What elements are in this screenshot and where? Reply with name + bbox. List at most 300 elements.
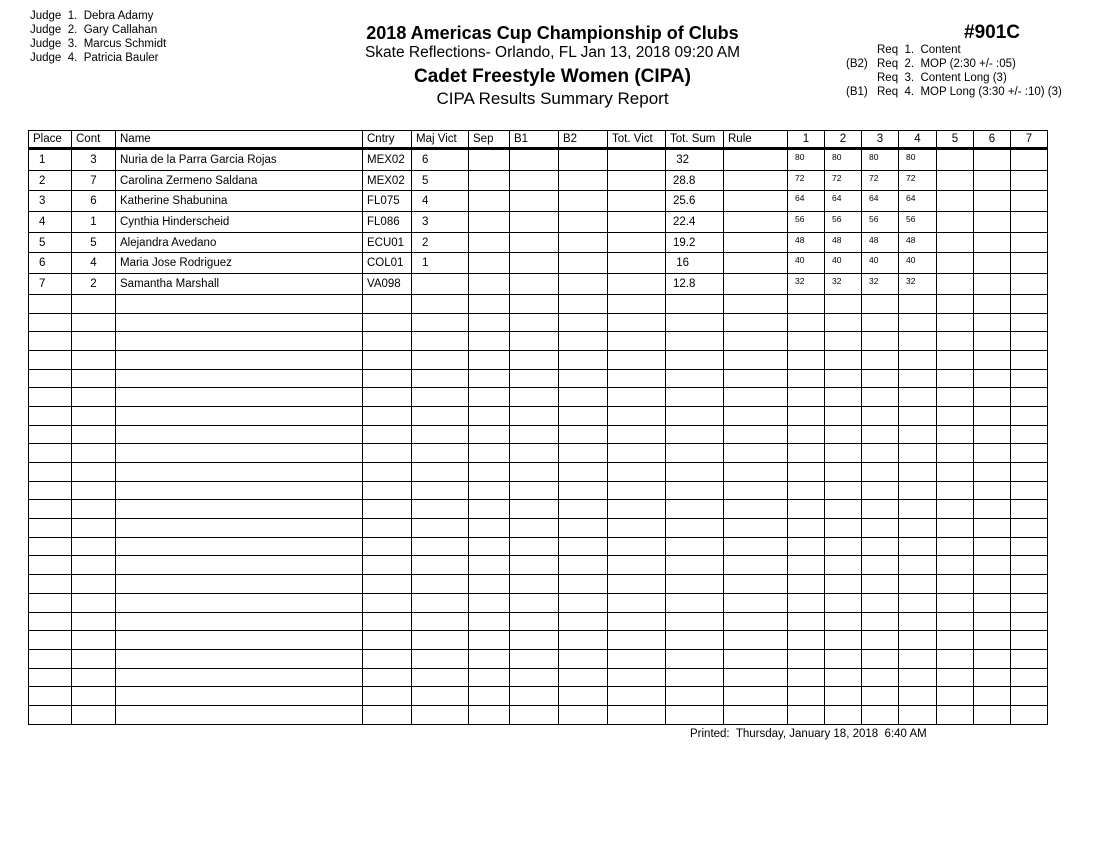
cell-place	[29, 537, 72, 556]
cell-b1	[510, 313, 559, 332]
cell-b1	[510, 481, 559, 500]
cell-judge-1: 40	[788, 253, 825, 274]
cell-tot-sum	[666, 575, 724, 594]
cell-judge-4: 32	[899, 274, 937, 295]
cell-place	[29, 463, 72, 482]
cell-judge-1	[788, 649, 825, 668]
cell-cntry	[363, 369, 412, 388]
cell-judge-4	[899, 406, 937, 425]
cell-b1	[510, 388, 559, 407]
cell-judge-6	[974, 425, 1011, 444]
cell-tot-sum	[666, 612, 724, 631]
cell-sep	[469, 444, 510, 463]
cell-cont	[72, 313, 116, 332]
cell-name	[116, 444, 363, 463]
cell-judge-5	[937, 593, 974, 612]
cell-tot-vict	[608, 612, 666, 631]
cell-judge-5	[937, 369, 974, 388]
cell-b1	[510, 253, 559, 274]
cell-cont	[72, 631, 116, 650]
cell-judge-2	[825, 369, 862, 388]
column-header-place: Place	[29, 131, 72, 149]
cell-rule	[724, 388, 788, 407]
cell-cont	[72, 556, 116, 575]
cell-b1	[510, 649, 559, 668]
cell-judge-7	[1011, 274, 1048, 295]
cell-rule	[724, 519, 788, 538]
cell-judge-4	[899, 612, 937, 631]
cell-judge-5	[937, 649, 974, 668]
cell-tot-sum: 28.8	[666, 170, 724, 191]
cell-b1	[510, 612, 559, 631]
cell-sep	[469, 170, 510, 191]
cell-judge-4	[899, 649, 937, 668]
table-row	[29, 274, 1048, 295]
cell-judge-3	[862, 668, 899, 687]
cell-cntry: FL075	[363, 191, 412, 212]
cell-place	[29, 575, 72, 594]
cell-maj-vict	[412, 612, 469, 631]
column-header-tot-vict: Tot. Vict	[608, 131, 666, 149]
cell-name	[116, 556, 363, 575]
cell-judge-7	[1011, 191, 1048, 212]
cell-judge-7	[1011, 705, 1048, 724]
column-header-b2: B2	[559, 131, 608, 149]
requirement-item	[846, 57, 1062, 71]
cell-b2	[559, 556, 608, 575]
cell-b2	[559, 463, 608, 482]
cell-judge-4: 72	[899, 170, 937, 191]
cell-judge-3	[862, 425, 899, 444]
cell-judge-3	[862, 556, 899, 575]
cell-cont	[72, 593, 116, 612]
cell-sep	[469, 575, 510, 594]
cell-cntry	[363, 612, 412, 631]
cell-judge-4	[899, 388, 937, 407]
cell-b1	[510, 593, 559, 612]
cell-judge-4	[899, 481, 937, 500]
cell-place	[29, 313, 72, 332]
cell-name	[116, 705, 363, 724]
cell-tot-sum	[666, 556, 724, 575]
cell-judge-6	[974, 537, 1011, 556]
cell-judge-7	[1011, 332, 1048, 351]
cell-sep	[469, 556, 510, 575]
cell-cont	[72, 500, 116, 519]
requirement-item	[846, 71, 1062, 85]
cell-judge-1: 72	[788, 170, 825, 191]
cell-tot-vict	[608, 313, 666, 332]
cell-b2	[559, 668, 608, 687]
report-title: CIPA Results Summary Report	[436, 89, 669, 108]
cell-tot-vict	[608, 212, 666, 233]
cell-tot-vict	[608, 631, 666, 650]
cell-b2	[559, 537, 608, 556]
cell-judge-7	[1011, 149, 1048, 171]
cell-judge-5	[937, 705, 974, 724]
cell-maj-vict	[412, 481, 469, 500]
event-title: 2018 Americas Cup Championship of Clubs	[366, 23, 739, 43]
cell-maj-vict	[412, 350, 469, 369]
cell-sep	[469, 294, 510, 313]
cell-tot-vict	[608, 556, 666, 575]
column-header-judge-1: 1	[788, 131, 825, 149]
column-header-b1: B1	[510, 131, 559, 149]
cell-b1	[510, 406, 559, 425]
cell-judge-4	[899, 332, 937, 351]
cell-tot-sum	[666, 350, 724, 369]
cell-judge-5	[937, 500, 974, 519]
cell-name	[116, 668, 363, 687]
cell-judge-1	[788, 500, 825, 519]
cell-sep	[469, 612, 510, 631]
cell-judge-3: 32	[862, 274, 899, 295]
cell-judge-3	[862, 500, 899, 519]
cell-sep	[469, 705, 510, 724]
segment-title: Cadet Freestyle Women (CIPA)	[414, 66, 691, 87]
cell-cont: 4	[72, 253, 116, 274]
cell-judge-1	[788, 406, 825, 425]
cell-rule	[724, 705, 788, 724]
cell-cont	[72, 444, 116, 463]
cell-cntry	[363, 332, 412, 351]
cell-judge-4	[899, 593, 937, 612]
cell-maj-vict	[412, 668, 469, 687]
cell-judge-5	[937, 332, 974, 351]
cell-b1	[510, 575, 559, 594]
cell-cont: 5	[72, 232, 116, 253]
cell-tot-sum	[666, 388, 724, 407]
cell-rule	[724, 170, 788, 191]
cell-place	[29, 500, 72, 519]
cell-judge-1	[788, 463, 825, 482]
cell-judge-3	[862, 612, 899, 631]
cell-b2	[559, 332, 608, 351]
cell-judge-1	[788, 537, 825, 556]
cell-judge-2	[825, 631, 862, 650]
cell-judge-3	[862, 369, 899, 388]
cell-tot-sum	[666, 668, 724, 687]
cell-maj-vict	[412, 593, 469, 612]
cell-judge-7	[1011, 593, 1048, 612]
cell-b2	[559, 170, 608, 191]
cell-b2	[559, 253, 608, 274]
cell-judge-7	[1011, 687, 1048, 706]
requirement-text: Req 1. Content	[877, 44, 961, 56]
cell-judge-1: 32	[788, 274, 825, 295]
cell-tot-sum	[666, 631, 724, 650]
cell-rule	[724, 294, 788, 313]
cell-judge-7	[1011, 388, 1048, 407]
cell-judge-7	[1011, 313, 1048, 332]
cell-judge-1	[788, 294, 825, 313]
cell-b2	[559, 593, 608, 612]
cell-judge-3	[862, 481, 899, 500]
cell-b2	[559, 388, 608, 407]
cell-name	[116, 294, 363, 313]
cell-tot-vict	[608, 350, 666, 369]
empty-table-row	[29, 556, 1048, 575]
cell-judge-2	[825, 425, 862, 444]
cell-cont	[72, 425, 116, 444]
cell-rule	[724, 313, 788, 332]
cell-name	[116, 406, 363, 425]
cell-cntry	[363, 575, 412, 594]
judge-label: Judge 3.	[30, 38, 78, 50]
cell-place	[29, 350, 72, 369]
cell-b1	[510, 668, 559, 687]
cell-maj-vict	[412, 705, 469, 724]
empty-table-row	[29, 537, 1048, 556]
cell-judge-6	[974, 668, 1011, 687]
cell-sep	[469, 212, 510, 233]
cell-name	[116, 369, 363, 388]
cell-judge-2: 72	[825, 170, 862, 191]
cell-judge-5	[937, 612, 974, 631]
cell-judge-6	[974, 313, 1011, 332]
cell-b2	[559, 406, 608, 425]
cell-judge-2	[825, 500, 862, 519]
column-header-judge-5: 5	[937, 131, 974, 149]
cell-maj-vict	[412, 332, 469, 351]
cell-maj-vict	[412, 313, 469, 332]
table-body	[29, 149, 1048, 725]
cell-judge-6	[974, 631, 1011, 650]
cell-cont: 3	[72, 149, 116, 171]
cell-b2	[559, 575, 608, 594]
empty-table-row	[29, 593, 1048, 612]
cell-name	[116, 593, 363, 612]
cell-judge-6	[974, 687, 1011, 706]
cell-name	[116, 575, 363, 594]
cell-cont	[72, 575, 116, 594]
cell-judge-1	[788, 612, 825, 631]
cell-maj-vict: 2	[412, 232, 469, 253]
cell-b2	[559, 212, 608, 233]
cell-place: 7	[29, 274, 72, 295]
cell-cntry	[363, 519, 412, 538]
cell-judge-5	[937, 537, 974, 556]
cell-b2	[559, 369, 608, 388]
requirements-list	[846, 43, 1062, 99]
cell-judge-3	[862, 649, 899, 668]
cell-cont	[72, 612, 116, 631]
cell-judge-3	[862, 388, 899, 407]
cell-judge-3	[862, 444, 899, 463]
cell-b1	[510, 149, 559, 171]
cell-sep	[469, 649, 510, 668]
cell-place	[29, 612, 72, 631]
cell-maj-vict	[412, 425, 469, 444]
cell-judge-2	[825, 537, 862, 556]
cell-maj-vict	[412, 294, 469, 313]
cell-tot-sum	[666, 313, 724, 332]
cell-tot-sum	[666, 369, 724, 388]
cell-cntry	[363, 631, 412, 650]
cell-maj-vict	[412, 556, 469, 575]
empty-table-row	[29, 463, 1048, 482]
cell-rule	[724, 425, 788, 444]
cell-maj-vict	[412, 444, 469, 463]
cell-tot-sum	[666, 425, 724, 444]
empty-table-row	[29, 500, 1048, 519]
cell-name	[116, 332, 363, 351]
cell-tot-sum: 32	[666, 149, 724, 171]
cell-b1	[510, 425, 559, 444]
cell-judge-4	[899, 687, 937, 706]
cell-cntry	[363, 425, 412, 444]
cell-maj-vict: 6	[412, 149, 469, 171]
judge-name: Marcus Schmidt	[83, 38, 167, 50]
cell-judge-6	[974, 406, 1011, 425]
cell-judge-2	[825, 649, 862, 668]
cell-name	[116, 425, 363, 444]
cell-sep	[469, 519, 510, 538]
cell-judge-1	[788, 705, 825, 724]
cell-cont	[72, 369, 116, 388]
cell-judge-6	[974, 593, 1011, 612]
cell-judge-5	[937, 425, 974, 444]
cell-b2	[559, 191, 608, 212]
cell-judge-2	[825, 444, 862, 463]
cell-judge-6	[974, 253, 1011, 274]
cell-judge-1	[788, 556, 825, 575]
cell-judge-2: 48	[825, 232, 862, 253]
cell-tot-vict	[608, 500, 666, 519]
cell-place	[29, 668, 72, 687]
cell-judge-3	[862, 687, 899, 706]
cell-judge-3	[862, 332, 899, 351]
cell-judge-5	[937, 350, 974, 369]
cell-place	[29, 388, 72, 407]
cell-tot-vict	[608, 444, 666, 463]
cell-tot-sum	[666, 519, 724, 538]
cell-tot-vict	[608, 537, 666, 556]
column-header-sep: Sep	[469, 131, 510, 149]
cell-b1	[510, 519, 559, 538]
cell-judge-1	[788, 444, 825, 463]
cell-b2	[559, 649, 608, 668]
cell-judge-2	[825, 575, 862, 594]
cell-tot-sum: 22.4	[666, 212, 724, 233]
cell-place	[29, 519, 72, 538]
cell-judge-3	[862, 575, 899, 594]
cell-judge-7	[1011, 537, 1048, 556]
cell-tot-sum	[666, 687, 724, 706]
cell-judge-1	[788, 350, 825, 369]
cell-rule	[724, 232, 788, 253]
cell-judge-2	[825, 687, 862, 706]
report-header	[340, 22, 765, 109]
cell-judge-6	[974, 274, 1011, 295]
column-header-judge-4: 4	[899, 131, 937, 149]
judge-name: Patricia Bauler	[83, 52, 159, 64]
cell-place: 3	[29, 191, 72, 212]
cell-judge-6	[974, 444, 1011, 463]
cell-maj-vict: 1	[412, 253, 469, 274]
cell-judge-3: 48	[862, 232, 899, 253]
empty-table-row	[29, 406, 1048, 425]
cell-rule	[724, 191, 788, 212]
cell-b1	[510, 687, 559, 706]
requirement-text: Req 2. MOP (2:30 +/- :05)	[877, 58, 1016, 70]
cell-tot-vict	[608, 668, 666, 687]
cell-judge-3	[862, 705, 899, 724]
results-table	[28, 130, 1048, 725]
cell-name: Carolina Zermeno Saldana	[116, 170, 363, 191]
cell-name	[116, 649, 363, 668]
event-number: #901C	[964, 22, 1020, 43]
cell-judge-7	[1011, 649, 1048, 668]
cell-name	[116, 500, 363, 519]
cell-maj-vict	[412, 687, 469, 706]
cell-judge-2	[825, 350, 862, 369]
cell-judge-2	[825, 294, 862, 313]
cell-cont	[72, 537, 116, 556]
cell-cntry	[363, 649, 412, 668]
cell-name	[116, 313, 363, 332]
judge-line	[30, 9, 166, 23]
cell-tot-sum	[666, 537, 724, 556]
cell-judge-6	[974, 170, 1011, 191]
cell-judge-7	[1011, 444, 1048, 463]
cell-cntry	[363, 481, 412, 500]
cell-b2	[559, 705, 608, 724]
cell-judge-2: 56	[825, 212, 862, 233]
cell-judge-7	[1011, 500, 1048, 519]
cell-rule	[724, 556, 788, 575]
empty-table-row	[29, 481, 1048, 500]
cell-name	[116, 388, 363, 407]
cell-rule	[724, 332, 788, 351]
cell-sep	[469, 500, 510, 519]
cell-judge-3: 72	[862, 170, 899, 191]
cell-judge-4	[899, 350, 937, 369]
cell-place	[29, 593, 72, 612]
cell-b2	[559, 350, 608, 369]
cell-cntry: MEX02	[363, 170, 412, 191]
empty-table-row	[29, 687, 1048, 706]
cell-b1	[510, 444, 559, 463]
cell-maj-vict: 5	[412, 170, 469, 191]
cell-rule	[724, 649, 788, 668]
cell-judge-3	[862, 537, 899, 556]
cell-tot-sum	[666, 444, 724, 463]
column-header-judge-7: 7	[1011, 131, 1048, 149]
cell-cont	[72, 687, 116, 706]
cell-name: Cynthia Hinderscheid	[116, 212, 363, 233]
column-header-tot-sum: Tot. Sum	[666, 131, 724, 149]
cell-cntry: COL01	[363, 253, 412, 274]
cell-judge-5	[937, 463, 974, 482]
cell-judge-3	[862, 463, 899, 482]
cell-name	[116, 631, 363, 650]
cell-maj-vict	[412, 406, 469, 425]
cell-cntry	[363, 537, 412, 556]
cell-judge-2: 80	[825, 149, 862, 171]
cell-cont	[72, 519, 116, 538]
cell-rule	[724, 612, 788, 631]
empty-table-row	[29, 649, 1048, 668]
cell-cntry: ECU01	[363, 232, 412, 253]
cell-judge-1	[788, 332, 825, 351]
cell-judge-3	[862, 350, 899, 369]
requirement-prefix: (B2)	[846, 58, 868, 70]
cell-sep	[469, 232, 510, 253]
cell-judge-4: 48	[899, 232, 937, 253]
judge-line	[30, 51, 166, 65]
cell-judge-3	[862, 519, 899, 538]
